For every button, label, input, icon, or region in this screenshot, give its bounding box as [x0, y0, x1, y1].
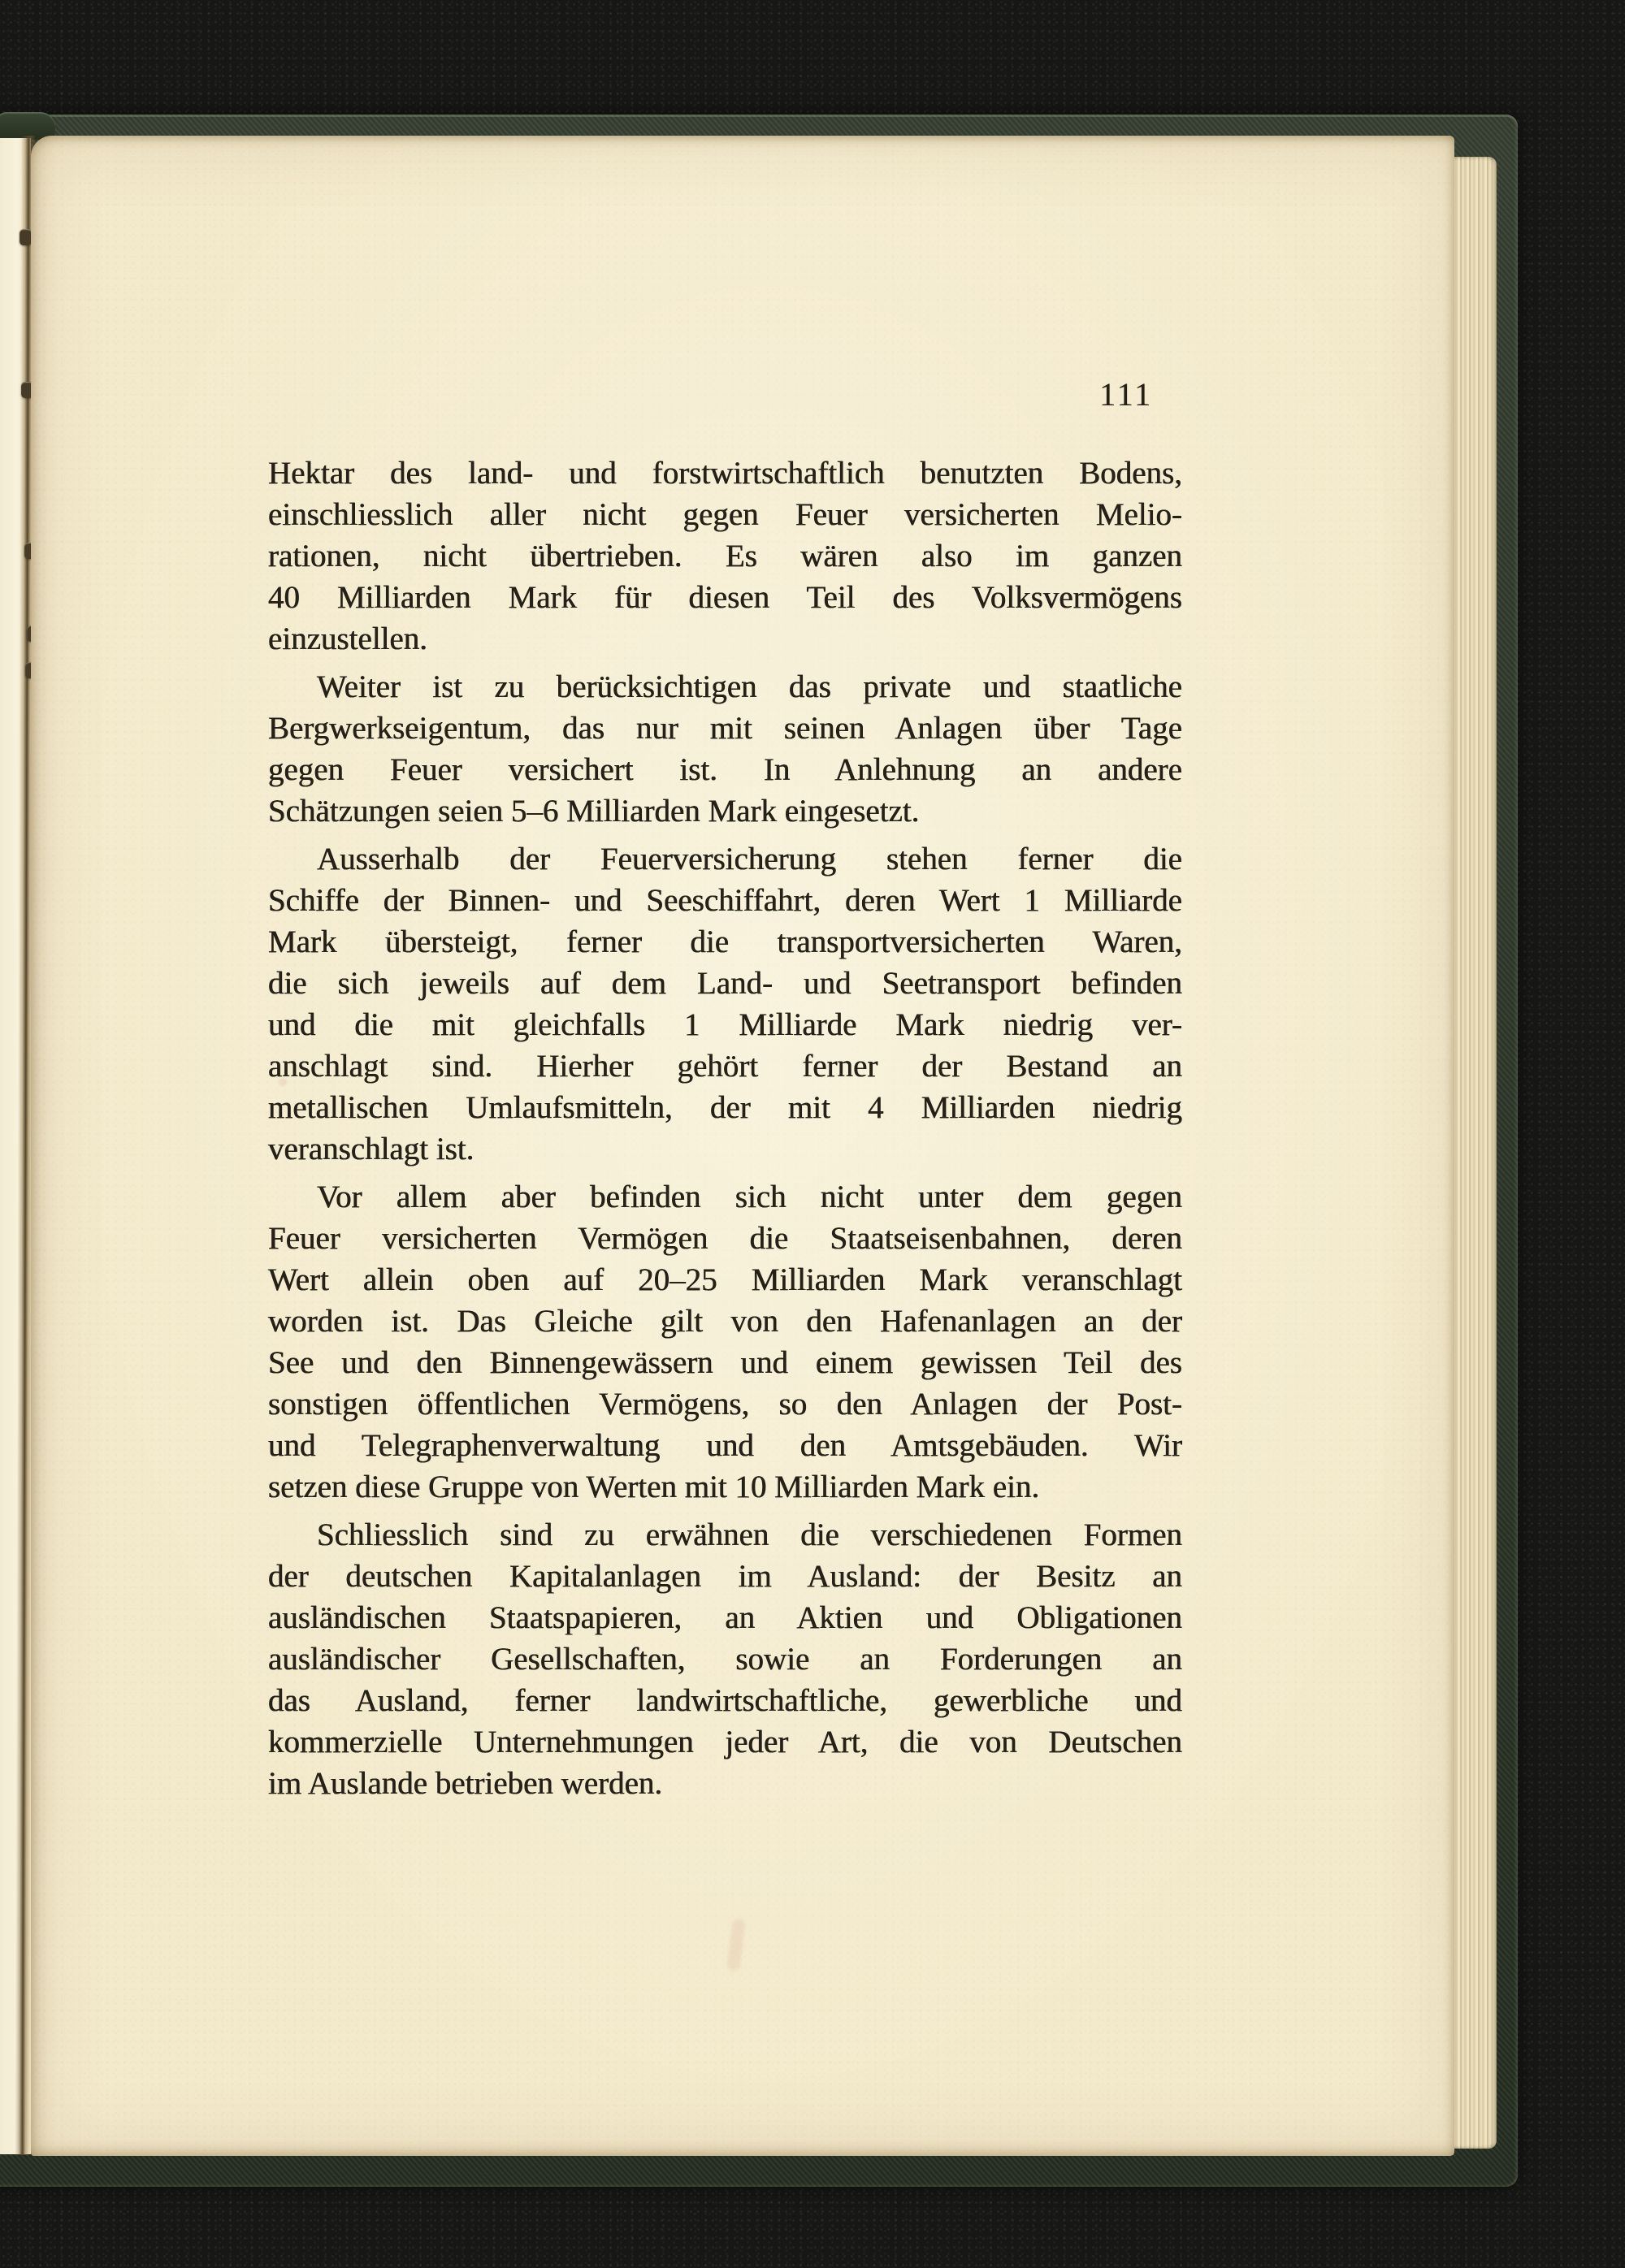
text-line: 40 Milliarden Mark für diesen Teil des Volksvermögens	[268, 580, 1182, 615]
text-line: Weiter ist zu berücksichtigen das private und staatliche	[317, 669, 1182, 704]
paper-smudge	[726, 1918, 746, 1971]
text-line: Schiffe der Binnen- und Seeschiffahrt, deren Wert 1 Milliarde	[268, 883, 1182, 918]
text-line: metallischen Umlaufsmitteln, der mit 4 Milliarden niedrig	[268, 1090, 1182, 1125]
text-line: See und den Binnengewässern und einem gewissen Teil des	[268, 1345, 1182, 1380]
text-line: und die mit gleichfalls 1 Milliarde Mark niedrig ver-	[268, 1007, 1182, 1042]
text-line: Bergwerkseigentum, das nur mit seinen Anlagen über Tage	[268, 711, 1182, 746]
page-text	[268, 452, 1182, 1804]
page-number: 111	[1098, 376, 1153, 413]
text-line: Vor allem aber befinden sich nicht unter dem gegen	[317, 1179, 1182, 1214]
text-line: anschlagt sind. Hierher gehört ferner der Bestand an	[268, 1049, 1182, 1084]
text-line: Wert allein oben auf 20–25 Milliarden Mark veranschlagt	[268, 1262, 1182, 1297]
text-line: die sich jeweils auf dem Land- und Seetransport befinden	[268, 966, 1182, 1001]
text-line: ausländischen Staatspapieren, an Aktien und Obligationen	[268, 1600, 1182, 1635]
text-line: ausländischer Gesellschaften, sowie an Forderungen an	[268, 1642, 1182, 1677]
text-line: Feuer versicherten Vermögen die Staatseisenbahnen, deren	[268, 1221, 1182, 1256]
text-line: Hektar des land- und forstwirtschaftlich benutzten Bodens,	[268, 456, 1182, 491]
text-line: Schätzungen seien 5–6 Milliarden Mark eingesetzt.	[268, 794, 920, 829]
text-line: einzustellen.	[268, 621, 428, 656]
page-edge-stack	[1451, 157, 1497, 2149]
text-line: veranschlagt ist.	[268, 1132, 474, 1166]
text-line: Schliesslich sind zu erwähnen die verschiedenen Formen	[317, 1517, 1182, 1552]
text-line: kommerzielle Unternehmungen jeder Art, die von Deutschen	[268, 1725, 1182, 1759]
text-line: setzen diese Gruppe von Werten mit 10 Milliarden Mark ein.	[268, 1469, 1040, 1504]
text-line: gegen Feuer versichert ist. In Anlehnung an andere	[268, 752, 1182, 787]
binding-stitch	[20, 229, 32, 245]
text-line: Mark übersteigt, ferner die transportversicherten Waren,	[268, 924, 1182, 959]
text-line: der deutschen Kapitalanlagen im Ausland: der Besitz an	[268, 1559, 1182, 1594]
text-line: im Auslande betrieben werden.	[268, 1766, 663, 1801]
text-line: einschliesslich aller nicht gegen Feuer versicherten Melio-	[268, 497, 1182, 532]
text-line: und Telegraphenverwaltung und den Amtsgebäuden. Wir	[268, 1428, 1182, 1463]
text-line: Ausserhalb der Feuerversicherung stehen ferner die	[317, 842, 1182, 876]
text-line: das Ausland, ferner landwirtschaftliche, gewerbliche und	[268, 1683, 1182, 1718]
text-line: sonstigen öffentlichen Vermögens, so den Anlagen der Post-	[268, 1387, 1182, 1422]
paper-spot	[279, 1078, 287, 1086]
text-line: worden ist. Das Gleiche gilt von den Hafenanlagen an der	[268, 1304, 1182, 1339]
book-page	[31, 136, 1454, 2156]
text-line: rationen, nicht übertrieben. Es wären also im ganzen	[268, 539, 1182, 573]
